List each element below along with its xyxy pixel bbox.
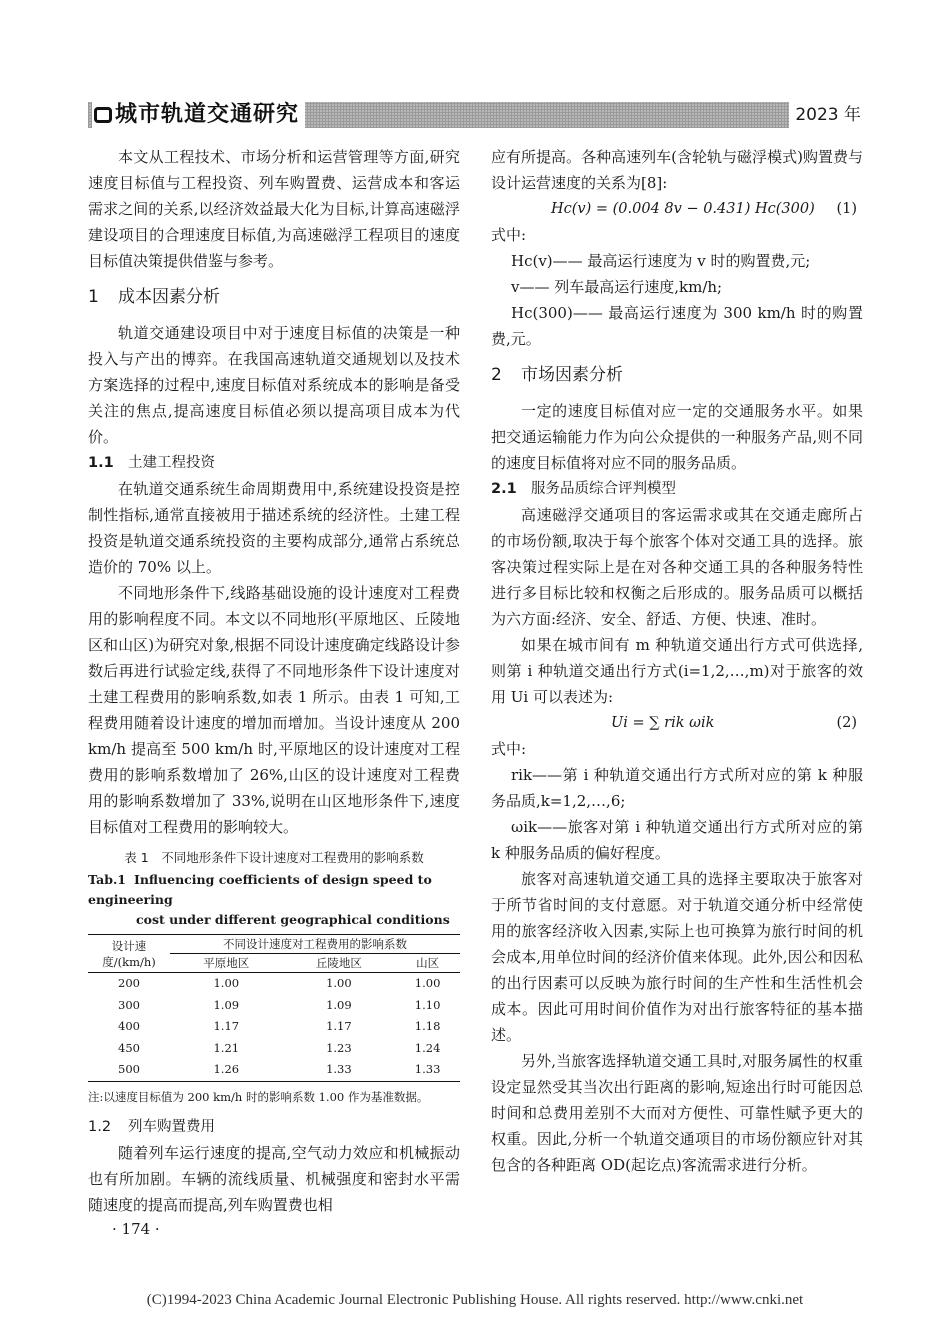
section-2-heading [491, 362, 863, 388]
definition-omega-ik: ωik——旅客对第 i 种轨道交通出行方式所对应的第 k 种服务品质的偏好程度。 [491, 818, 863, 862]
table-cell: 500 [88, 1059, 170, 1081]
table-header-hilly: 丘陵地区 [283, 954, 396, 973]
subsection-2-1-heading [491, 476, 863, 502]
subsection-1-1-paragraph-1: 在轨道交通系统生命周期费用中,系统建设投资是控制性指标,通常直接被用于描述系统的经济性。土建工程投资是轨道交通系统投资的主要构成部分,通常占系统总造价的 70% 以上。 [88, 480, 460, 576]
running-header [88, 100, 863, 130]
equation-1-number: (1) [836, 201, 857, 217]
table-cell: 300 [118, 997, 140, 1012]
subsection-title: 列车购置费用 [128, 1118, 215, 1135]
subsection-1-1-paragraph-2: 不同地形条件下,线路基础设施的设计速度对工程费用的影响程度不同。本文以不同地形(平原地区、丘陵地区和山区)为研究对象,根据不同设计速度确定线路设计参数后再进行试验定线,获得了不同地形条件下设计速度对土建工程费用的影响系数,如表 1 所示。由表 1 可知,工程费用随着设计速度的增加而增加。当设计速度从 200 km/h 提高至 500 km/h 时,平原地区的设计速度对工程费用的影响系数增加了 26%,山区的设计速度对工程费用的影响系数增加了 33%,说明在山区地形条件下,速度目标值对工程费用的影响较大。 [88, 584, 460, 836]
table-row [88, 1059, 460, 1081]
subsection-1-2-heading [88, 1114, 460, 1140]
table-1-label-en: Tab.1 [88, 872, 126, 887]
equation-2-number: (2) [836, 715, 857, 731]
section-1-heading [88, 284, 460, 310]
table-header-group: 不同设计速度对工程费用的影响系数 [170, 935, 460, 954]
table-header-speed: 设计速度/(km/h) [88, 935, 170, 973]
definition-rik: rik——第 i 种轨道交通出行方式所对应的第 k 种服务品质,k=1,2,…,6; [491, 766, 863, 810]
table-row [88, 1038, 460, 1060]
subsection-number: 2.1 [491, 481, 517, 497]
table-header-plain: 平原地区 [170, 954, 283, 973]
table-cell: 1.00 [414, 976, 441, 990]
table-cell: 450 [118, 1040, 140, 1055]
table-row [88, 973, 460, 995]
table-cell: 1.17 [213, 1019, 240, 1033]
intro-paragraph: 本文从工程技术、市场分析和运营管理等方面,研究速度目标值与工程投资、列车购置费、运营成本和客运需求之间的关系,以经济效益最大化为目标,计算高速磁浮建设项目的合理速度目标值,为高速磁浮工程项目的速度目标值决策提供借鉴与参考。 [88, 148, 460, 270]
section-1-paragraph: 轨道交通建设项目中对于速度目标值的决策是一种投入与产出的博弈。在我国高速轨道交通规划以及技术方案选择的过程中,速度目标值对系统成本的影响是备受关注的焦点,提高速度目标值必须以提高项目成本为代价。 [88, 324, 460, 446]
table-cell: 1.33 [283, 1059, 396, 1081]
copyright-footer: (C)1994-2023 China Academic Journal Electronic Publishing House. All rights reserved. http://www.cnki.net [146, 1292, 804, 1308]
table-cell: 1.26 [170, 1059, 283, 1081]
subsection-number: 1.2 [88, 1118, 112, 1135]
page-number: · 174 · [112, 1220, 160, 1238]
table-cell: 1.33 [395, 1059, 460, 1081]
coefficient-table [88, 934, 460, 1082]
section-title: 市场因素分析 [521, 365, 623, 385]
table-1-caption-en-line2: cost under different geographical conditions [136, 912, 450, 927]
subsection-1-1-heading [88, 450, 460, 476]
subsection-2-1-paragraph-2: 如果在城市间有 m 种轨道交通出行方式可供选择,则第 i 种轨道交通出行方式(i=1,2,…,m)对于旅客的效用 Ui 可以表述为: [491, 636, 863, 706]
subsection-number: 1.1 [88, 455, 114, 471]
table-cell: 1.17 [326, 1019, 352, 1033]
equation-2-expression: Ui = ∑ rik ωik [611, 715, 715, 731]
section-2-paragraph: 一定的速度目标值对应一定的交通服务水平。如果把交通运输能力作为向公众提供的一种服务产品,则不同的速度目标值将对应不同的服务品质。 [491, 402, 863, 472]
table-cell: 1.24 [414, 1040, 441, 1055]
right-column [491, 144, 863, 1178]
continued-paragraph: 应有所提高。各种高速列车(含轮轨与磁浮模式)购置费与设计运营速度的关系为[8]: [491, 148, 863, 192]
table-row [88, 995, 460, 1017]
table-cell: 1.23 [326, 1040, 352, 1055]
section-title: 成本因素分析 [118, 287, 220, 307]
table-cell: 1.09 [213, 997, 240, 1012]
journal-title [92, 100, 305, 130]
subsection-title: 土建工程投资 [128, 455, 215, 471]
table-cell: 1.09 [326, 997, 352, 1012]
definition-hc-300: Hc(300)—— 最高运行速度为 300 km/h 时的购置费,元。 [491, 304, 863, 348]
subsection-2-1-paragraph-3: 旅客对高速轨道交通工具的选择主要取决于旅客对于所节省时间的支付意愿。对于轨道交通分析中经常使用的旅客经济收入因素,实际上也可换算为旅行时间的机会成本,用单位时间的经济价值来体现。此外,因公和因私的出行因素可以反映为旅行时间的生产性和生活性机会成本。因此可用时间价值作为对出行旅客特征的基本描述。 [491, 870, 863, 1044]
subsection-2-1-paragraph-4: 另外,当旅客选择轨道交通工具时,对服务属性的权重设定显然受其当次出行距离的影响,短途出行时可能因总时间和总费用差别不大而对方便性、可靠性赋予更大的权重。因此,分析一个轨道交通项目的市场份额应针对其包含的各种距离 OD(起讫点)客流需求进行分析。 [491, 1052, 863, 1174]
table-1-caption-cn: 表 1 不同地形条件下设计速度对工程费用的影响系数 [124, 850, 424, 865]
table-header-mountain: 山区 [395, 954, 460, 973]
journal-logo-icon [94, 107, 112, 123]
section-number: 2 [491, 365, 502, 385]
table-cell: 200 [118, 976, 140, 990]
where-label-1: 式中: [491, 226, 527, 244]
equation-1-expression: Hc(v) = (0.004 8v − 0.431) Hc(300) [551, 201, 815, 217]
table-row [88, 1016, 460, 1038]
table-cell: 1.18 [414, 1019, 441, 1033]
table-1-note: 注:以速度目标值为 200 km/h 时的影响系数 1.00 作为基准数据。 [88, 1089, 429, 1104]
table-cell: 400 [118, 1019, 140, 1033]
subsection-2-1-paragraph-1: 高速磁浮交通项目的客运需求或其在交通走廊所占的市场份额,取决于每个旅客个体对交通工具的选择。旅客决策过程实际上是在对各种交通工具的各种服务特性进行多目标比较和权衡之后形成的。服务品质可以概括为六方面:经济、安全、舒适、方便、快速、准时。 [491, 506, 863, 628]
table-cell: 1.21 [213, 1040, 240, 1055]
table-cell: 1.10 [414, 997, 441, 1012]
definition-hc-v: Hc(v)—— 最高运行速度为 v 时的购置费,元; [511, 252, 811, 270]
journal-year: 2023 年 [789, 100, 863, 130]
equation-1 [491, 196, 863, 222]
table-cell: 1.00 [326, 976, 352, 990]
subsection-title: 服务品质综合评判模型 [531, 481, 676, 497]
subsection-1-2-paragraph: 随着列车运行速度的提高,空气动力效应和机械振动也有所加剧。车辆的流线质量、机械强度和密封水平需随速度的提高而提高,列车购置费也相 [88, 1143, 460, 1214]
where-label-2: 式中: [491, 740, 527, 758]
table-1-caption-en [88, 870, 460, 930]
journal-name: 城市轨道交通研究 [115, 102, 300, 127]
equation-2 [491, 710, 863, 736]
section-number: 1 [88, 287, 99, 307]
left-column [88, 144, 460, 1218]
table-1-caption-en-line1: Influencing coefficients of design speed to engineering [88, 872, 432, 907]
definition-v: v—— 列车最高运行速度,km/h; [511, 278, 723, 296]
table-cell: 1.00 [213, 976, 240, 990]
